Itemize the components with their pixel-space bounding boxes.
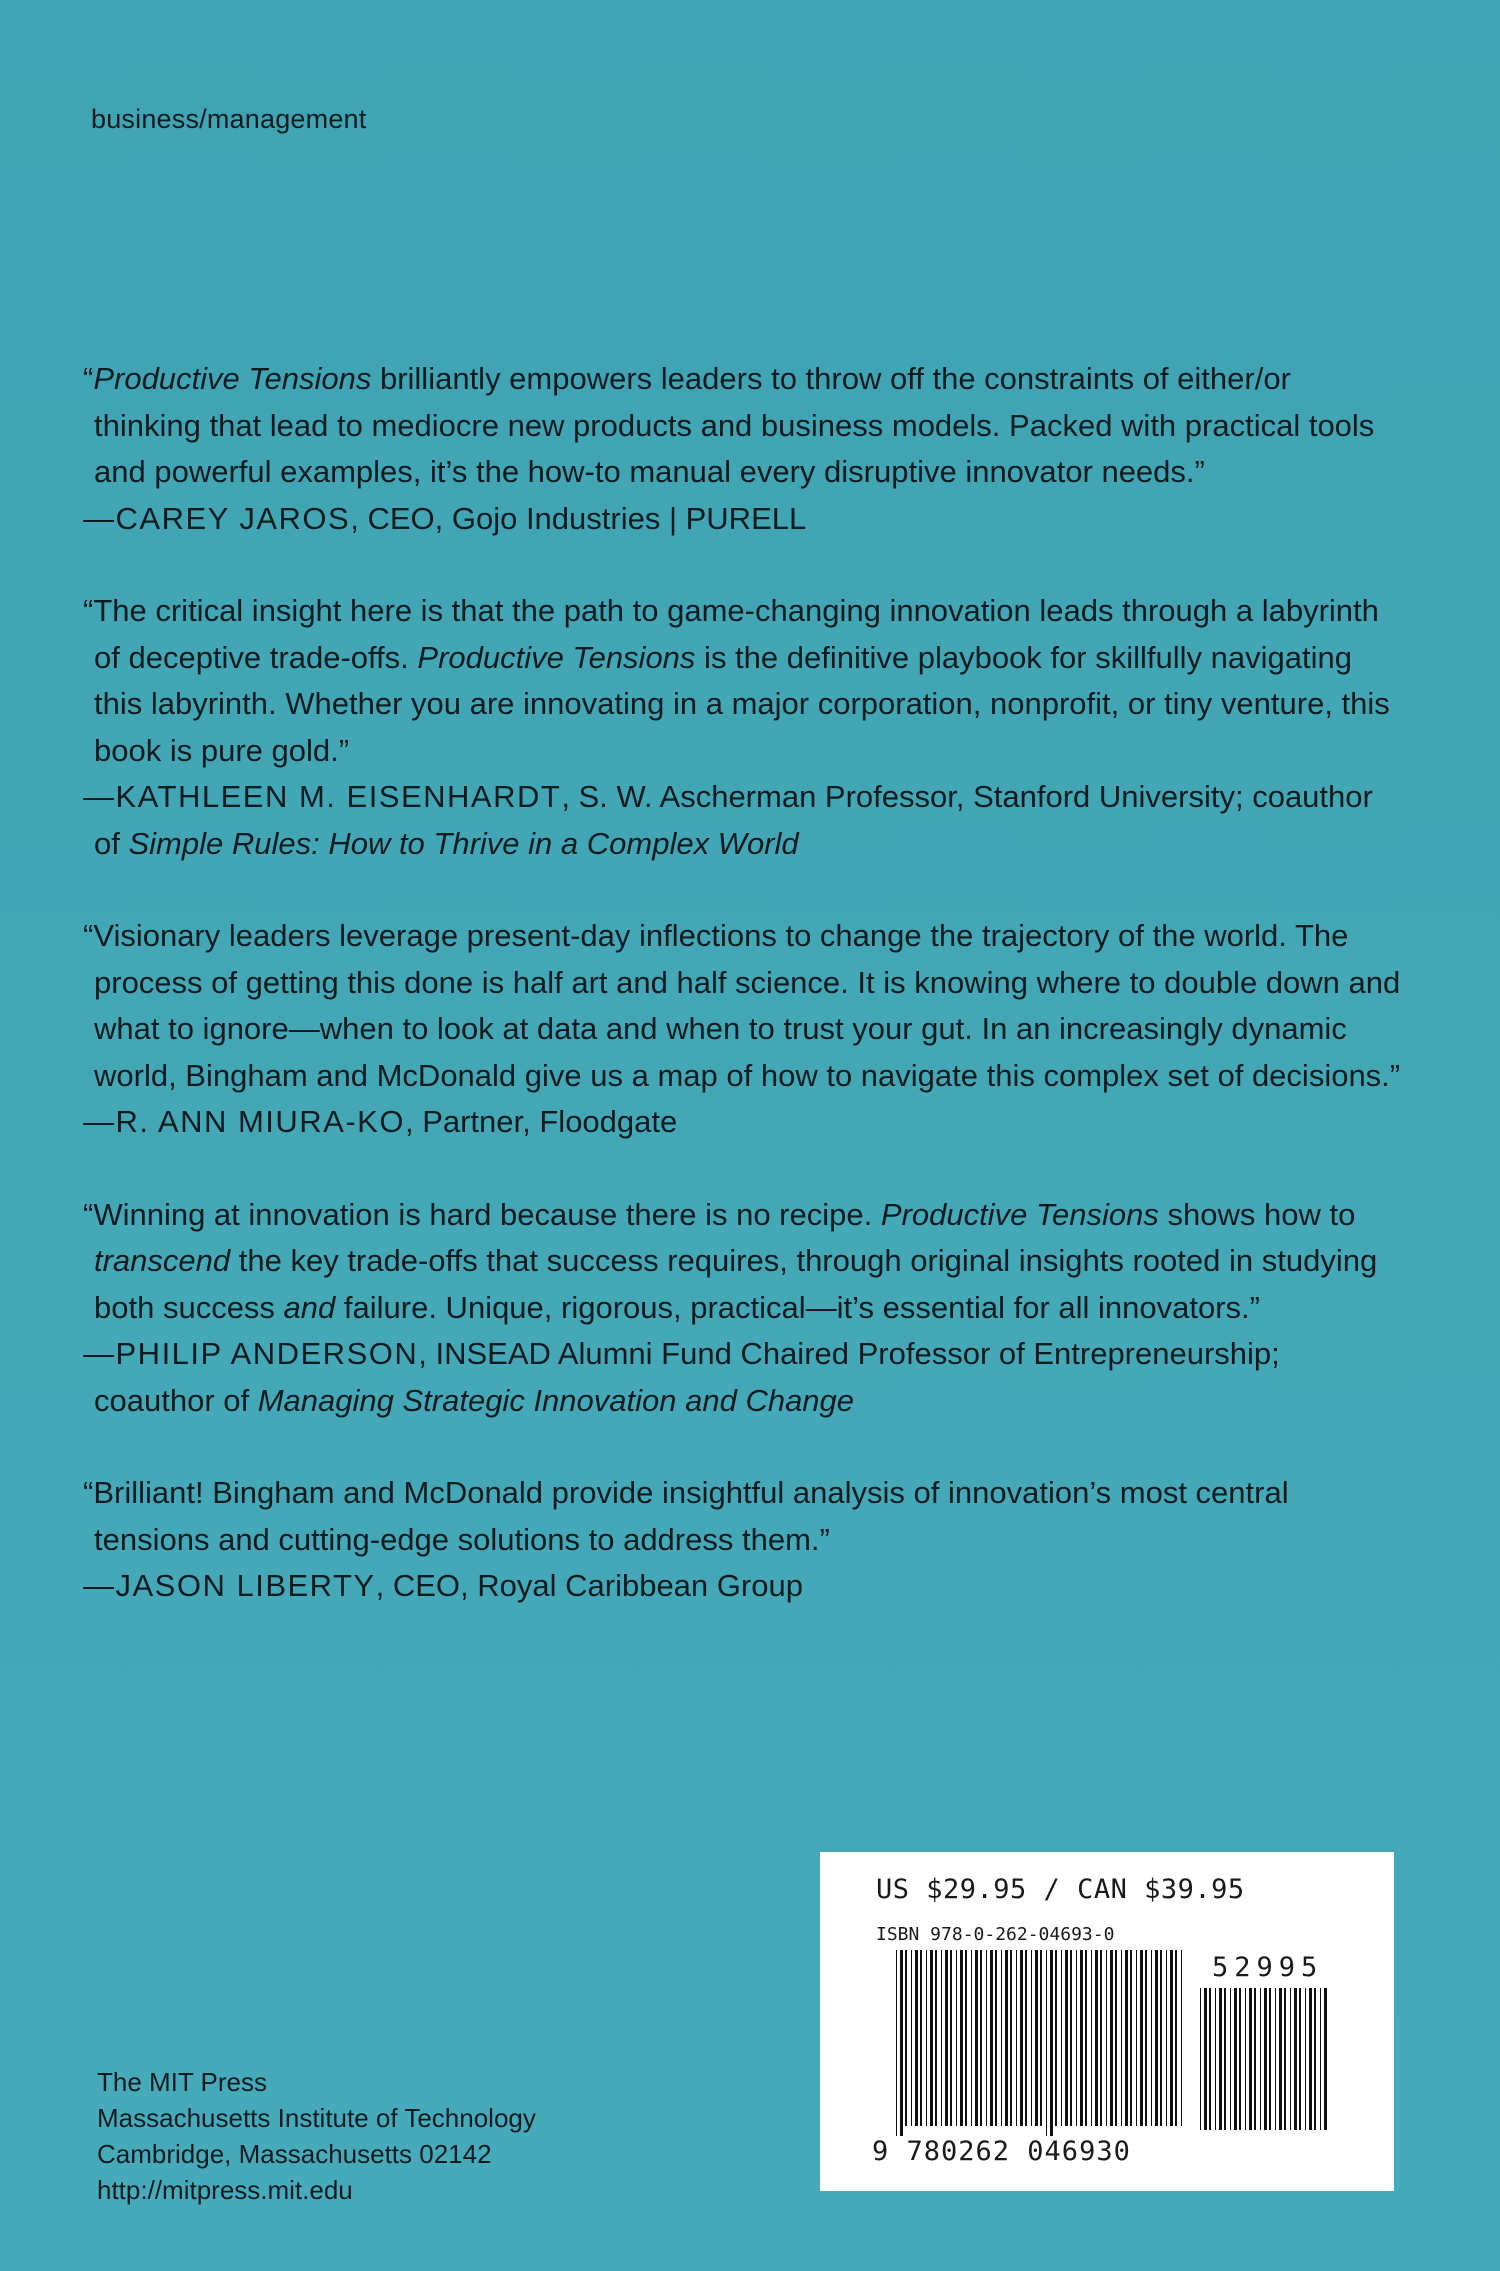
text-segment: “ xyxy=(83,361,94,396)
text-segment: , CEO, Gojo Industries | PURELL xyxy=(350,500,807,536)
text-segment: brilliantly empowers leaders to throw off the constraints of either/or thinking that lead to mediocre new products and business models. Packed with practical tools and powerful examples, it’s the how-to manual every disruptive innovator needs.” xyxy=(94,361,1375,489)
italic-title: transcend xyxy=(94,1243,231,1278)
barcode-bar xyxy=(1020,1950,1023,2126)
barcode-bar xyxy=(1130,1950,1132,2126)
barcode-bar xyxy=(941,1950,942,2126)
barcode-bar xyxy=(1209,1988,1211,2130)
barcode-bar xyxy=(1095,1950,1098,2126)
barcode-bar xyxy=(1245,1988,1246,2130)
endorsement-quote xyxy=(83,913,1403,1099)
barcode-bar xyxy=(1204,1988,1207,2130)
barcode-bar xyxy=(1151,1950,1152,2126)
barcode-bar xyxy=(1324,1988,1327,2130)
barcode-bar xyxy=(1136,1950,1137,2126)
barcode-bar xyxy=(1230,1988,1231,2130)
endorsement-attribution xyxy=(83,1563,1403,1610)
barcode-bar xyxy=(905,1950,907,2126)
barcode-bar xyxy=(1305,1988,1306,2130)
barcode-bar xyxy=(956,1950,957,2126)
barcode-bar xyxy=(1264,1988,1267,2130)
barcode-bar xyxy=(1215,1988,1216,2130)
price-text: US $29.95 / CAN $39.95 xyxy=(876,1874,1245,1905)
barcode-bar xyxy=(1181,1950,1182,2126)
category-label: business/management xyxy=(91,104,367,134)
barcode-bar xyxy=(1065,1950,1068,2126)
text-segment: is the definitive playbook for skillfully navigating this labyrinth. Whether you are innovating in a major corporation, nonprofit, or tiny venture, this book is pure gold.” xyxy=(94,639,1390,768)
barcode-bar xyxy=(896,1950,897,2140)
barcode-bar xyxy=(975,1950,978,2126)
barcode-bar xyxy=(1249,1988,1252,2130)
barcode-bar xyxy=(935,1950,937,2126)
barcode-bar xyxy=(915,1950,918,2126)
publisher-url: http://mitpress.mit.edu xyxy=(97,2175,353,2205)
barcode-bar xyxy=(980,1950,982,2126)
barcode-bar xyxy=(1046,1950,1047,2140)
barcode-bar xyxy=(1025,1950,1027,2126)
barcode-bar xyxy=(1040,1950,1042,2126)
barcode-bar xyxy=(986,1950,987,2126)
barcode-bar xyxy=(1219,1988,1222,2130)
barcode-bar xyxy=(1091,1950,1092,2126)
endorsement-quote xyxy=(83,1470,1403,1563)
endorser-name: —JASON LIBERTY xyxy=(83,1568,376,1603)
barcode-bar xyxy=(1284,1988,1286,2130)
barcode-bar xyxy=(1055,1950,1057,2126)
barcode-bar xyxy=(1299,1988,1301,2130)
barcode-bar xyxy=(1200,1988,1201,2130)
barcode-bar xyxy=(911,1950,912,2126)
endorsement-attribution xyxy=(83,1331,1403,1424)
ean-barcode xyxy=(896,1950,1186,2140)
endorsement xyxy=(83,356,1403,542)
publisher-institution: Massachusetts Institute of Technology xyxy=(97,2103,536,2133)
endorser-name: —PHILIP ANDERSON xyxy=(83,1336,419,1371)
text-segment: failure. Unique, rigorous, practical—it’s essential for all innovators.” xyxy=(335,1289,1260,1325)
barcode-bar xyxy=(1175,1950,1177,2126)
isbn-text: ISBN 978-0-262-04693-0 xyxy=(876,1924,1115,1945)
text-segment: , INSEAD Alumni Fund Chaired Professor of Entrepreneurship; coauthor of xyxy=(94,1336,1280,1418)
ean-digits: 9 780262 046930 xyxy=(872,2136,1131,2167)
italic-title: and xyxy=(283,1289,336,1325)
barcode-bar xyxy=(990,1950,993,2126)
barcode-bar xyxy=(1085,1950,1087,2126)
barcode-bar xyxy=(1110,1950,1113,2126)
endorsement-quote xyxy=(83,356,1403,496)
barcode-label xyxy=(820,1852,1394,2191)
barcode-bar xyxy=(1239,1988,1241,2130)
endorsement-attribution xyxy=(83,774,1403,867)
barcode-bar xyxy=(1155,1950,1158,2126)
barcode-bar xyxy=(1260,1988,1261,2130)
endorsements xyxy=(83,356,1403,1656)
barcode-bar xyxy=(1160,1950,1162,2126)
barcode-bar xyxy=(1234,1988,1237,2130)
barcode-bar xyxy=(1005,1950,1008,2126)
barcode-bar xyxy=(1050,1950,1053,2140)
barcode-bar xyxy=(920,1950,922,2126)
italic-title: Productive Tensions xyxy=(880,1196,1159,1232)
endorsement-quote xyxy=(83,588,1403,774)
barcode-bar xyxy=(1076,1950,1077,2126)
endorsement xyxy=(83,913,1403,1146)
barcode-bar xyxy=(1080,1950,1083,2126)
text-segment: shows how to xyxy=(1158,1196,1356,1232)
barcode-bar xyxy=(1010,1950,1012,2126)
barcode-bar xyxy=(1016,1950,1017,2126)
endorser-name: —CAREY JAROS xyxy=(83,500,351,536)
publisher-address: Cambridge, Massachusetts 02142 xyxy=(97,2139,492,2169)
endorsement xyxy=(83,1192,1403,1425)
barcode-bar xyxy=(1140,1950,1143,2126)
text-segment: the key trade-offs that success requires, through original insights rooted in studying both success xyxy=(94,1243,1378,1325)
endorser-name: —R. ANN MIURA-KO xyxy=(83,1104,405,1139)
barcode-bar xyxy=(1031,1950,1032,2126)
barcode-bar xyxy=(1320,1988,1321,2130)
barcode-bar xyxy=(1254,1988,1256,2130)
barcode-bar xyxy=(900,1950,903,2140)
endorsement xyxy=(83,1470,1403,1610)
barcode-bar xyxy=(1314,1988,1316,2130)
text-segment: , Partner, Floodgate xyxy=(404,1104,678,1139)
barcode-bar xyxy=(1125,1950,1128,2126)
barcode-bar xyxy=(971,1950,972,2126)
barcode-bar xyxy=(1290,1988,1291,2130)
barcode-bar xyxy=(1269,1988,1271,2130)
barcode-bar xyxy=(1279,1988,1282,2130)
barcode-bar xyxy=(1294,1988,1297,2130)
barcode-bar xyxy=(950,1950,952,2126)
barcode-bar xyxy=(1275,1988,1276,2130)
barcode-bar xyxy=(995,1950,997,2126)
barcode-bar xyxy=(1070,1950,1072,2126)
barcode-bar xyxy=(1035,1950,1038,2126)
publisher-name: The MIT Press xyxy=(97,2067,268,2097)
addon-number: 52995 xyxy=(1212,1952,1324,1983)
text-segment: “Winning at innovation is hard because there is no recipe. xyxy=(83,1196,881,1232)
barcode-bar xyxy=(1309,1988,1312,2130)
barcode-bar xyxy=(926,1950,927,2126)
barcode-bar xyxy=(1061,1950,1062,2126)
italic-title: Productive Tensions xyxy=(93,361,372,396)
endorser-name: —KATHLEEN M. EISENHARDT xyxy=(83,779,562,814)
barcode-bar xyxy=(965,1950,967,2126)
text-segment: “The critical insight here is that the path to game-changing innovation leads through a labyrinth of deceptive trade-offs. xyxy=(83,593,1379,675)
barcode-bar xyxy=(1100,1950,1102,2126)
italic-title: Simple Rules: How to Thrive in a Complex World xyxy=(128,825,799,861)
publisher-info xyxy=(97,2064,536,2208)
barcode-bar xyxy=(930,1950,933,2126)
addon-barcode xyxy=(1200,1988,1332,2144)
barcode-bar xyxy=(1170,1950,1173,2126)
text-segment: “Visionary leaders leverage present-day inflections to change the trajectory of the world. The process of getting this done is half art and half science. It is knowing where to double down and what to ignore—when to look at data and when to trust your gut. In an increasingly dynamic world, Bingham and McDonald give us a map of how to navigate this complex set of decisions.” xyxy=(83,918,1401,1093)
barcode-bar xyxy=(1166,1950,1167,2126)
text-segment: , S. W. Ascherman Professor, Stanford University; coauthor of xyxy=(94,779,1373,861)
barcode-bar xyxy=(1121,1950,1122,2126)
barcode-bar xyxy=(1115,1950,1117,2126)
text-segment: “Brilliant! Bingham and McDonald provide insightful analysis of innovation’s most central tensions and cutting-edge solutions to address them.” xyxy=(83,1475,1289,1557)
endorsement xyxy=(83,588,1403,867)
barcode-bar xyxy=(1001,1950,1002,2126)
italic-title: Productive Tensions xyxy=(417,639,696,675)
barcode-bar xyxy=(1106,1950,1107,2126)
endorsement-attribution xyxy=(83,1099,1403,1146)
barcode-bar xyxy=(945,1950,948,2126)
italic-title: Managing Strategic Innovation and Change xyxy=(257,1382,855,1418)
text-segment: , CEO, Royal Caribbean Group xyxy=(375,1568,803,1603)
barcode-bar xyxy=(1224,1988,1226,2130)
endorsement-attribution xyxy=(83,496,1403,543)
barcode-bar xyxy=(960,1950,963,2126)
barcode-bar xyxy=(1145,1950,1147,2126)
endorsement-quote xyxy=(83,1192,1403,1332)
